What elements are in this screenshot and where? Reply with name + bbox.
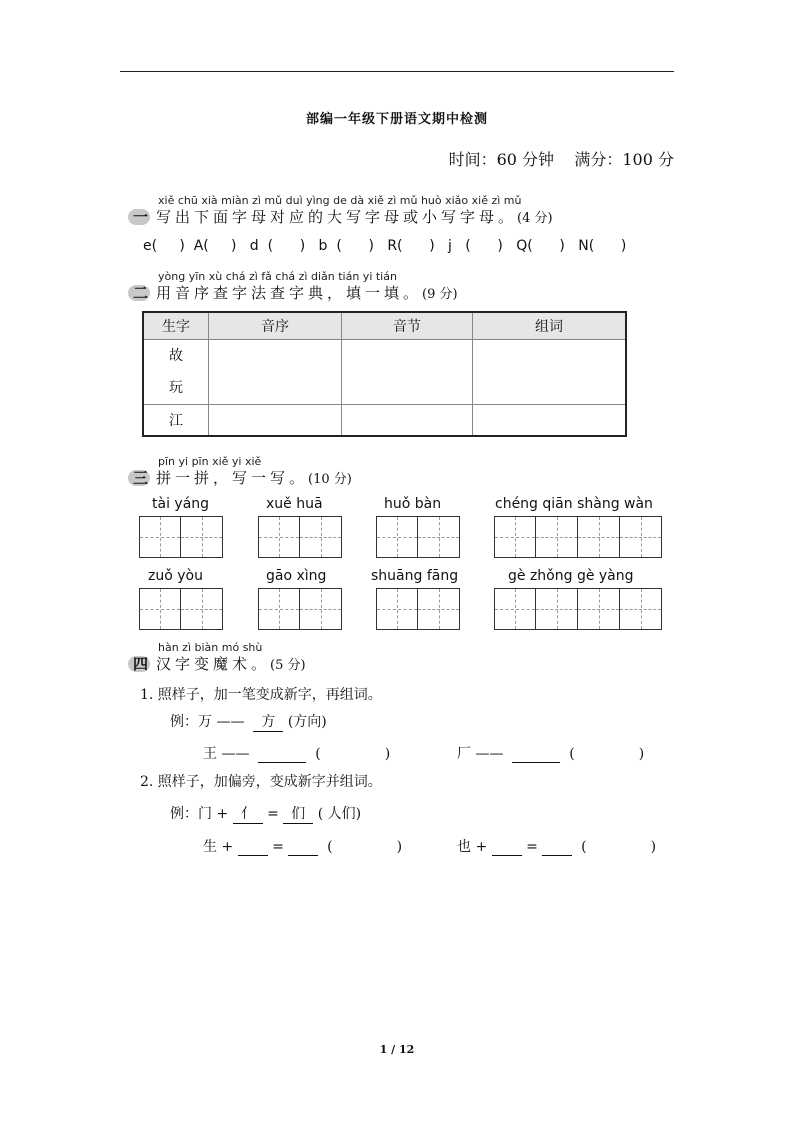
answer-blank[interactable] [492,839,522,856]
q1-item-2: 厂 —— ( ) [457,746,645,762]
pinyin-word: zuǒ yòu [148,568,203,584]
section-1-points: (4 分) [517,211,553,226]
q1-example-answer: 方 [253,711,283,732]
exam-title: 部编一年级下册语文期中检测 [305,112,488,127]
q2-item-1-label: 生 + [203,839,234,855]
section-3-heading [133,467,352,488]
writing-grid[interactable] [494,516,662,558]
q1-item-1: 王 —— ( ) [203,746,391,762]
answer-cell[interactable] [473,405,627,436]
answer-blank[interactable] [238,839,268,856]
writing-grid[interactable] [376,588,460,630]
q1-item-2-label: 厂 —— [457,746,504,762]
q1-example-prefix: 例：万 —— [170,714,245,730]
exam-time-score [449,147,674,170]
section-2-points: (9 分) [422,287,458,302]
col-syllable: 音节 [342,312,473,340]
section-2-pinyin: yòng yīn xù chá zì fǎ chá zì diǎn tián yi tián [158,270,397,283]
table-row [143,340,626,405]
page-number: 1 / 12 [379,1043,415,1056]
q2-example-answer: 们 [283,803,313,824]
exam-score: 满分：100 分 [574,150,674,169]
q2-item-1: 生 + = ( ) [203,839,403,855]
writing-grid[interactable] [258,516,342,558]
q2-example: 例：门 + 亻 = 们 ( 人们) [170,803,361,824]
section-4-heading [133,653,306,674]
col-word: 组词 [473,312,627,340]
q2-item-2-label: 也 + [457,839,488,855]
pinyin-word: chéng qiān shàng wàn [495,496,653,512]
section-4-num: 四 [133,655,149,673]
section-4-pinyin: hàn zì biàn mó shù [158,641,263,654]
section-2-num: 二 [133,284,149,302]
table-row [143,405,626,436]
question-1: 1. 照样子，加一笔变成新字，再组词。 [140,687,382,703]
q2-example-prefix: 例：门 + [170,806,229,822]
question-2: 2. 照样子，加偏旁，变成新字并组词。 [140,774,382,790]
pinyin-word: shuāng fāng [371,568,459,584]
q1-item-1-label: 王 —— [203,746,250,762]
answer-cell[interactable] [209,340,342,405]
writing-grid[interactable] [258,588,342,630]
lookup-table-header [143,312,626,340]
pinyin-word: gāo xìng [266,568,327,584]
section-1-num: 一 [133,208,149,226]
pinyin-word: huǒ bàn [384,496,442,512]
section-4-text: 汉字变魔术。 [156,655,271,673]
q1-example [170,711,327,732]
section-3-points: (10 分) [308,472,352,487]
pinyin-word: xuě huā [266,496,323,512]
section-1-heading [133,206,553,227]
col-char: 生字 [143,312,209,340]
top-rule [120,71,674,72]
char-jiang: 江 [143,405,209,436]
answer-cell[interactable] [342,405,473,436]
lookup-table [142,311,627,437]
char-gu: 故 [169,348,183,364]
section-1-text: 写出下面字母对应的大写字母或小写字母。 [156,208,518,226]
writing-grid[interactable] [139,516,223,558]
section-3-text: 拼一拼，写一写。 [156,469,309,487]
section-2-heading [133,282,458,303]
letter-answer-row: e( ) A( ) d ( ) b ( ) R( ) j ( ) Q( ) N( ) [143,238,627,254]
answer-cell[interactable] [342,340,473,405]
answer-blank[interactable] [542,839,572,856]
section-4-points: (5 分) [270,658,306,673]
section-3-pinyin: pīn yi pīn xiě yi xiě [158,455,262,468]
section-3-num: 三 [133,469,149,487]
writing-grid[interactable] [494,588,662,630]
q2-example-radical: 亻 [233,803,263,824]
exam-time: 时间：60 分钟 [448,150,555,169]
answer-blank[interactable] [258,746,306,763]
char-cell [143,340,209,405]
answer-blank[interactable] [512,746,560,763]
answer-blank[interactable] [288,839,318,856]
answer-cell[interactable] [473,340,627,405]
q1-example-word: (方向) [287,714,327,730]
q2-item-2: 也 + = ( ) [457,839,657,855]
answer-cell[interactable] [209,405,342,436]
col-initial: 音序 [209,312,342,340]
q2-example-word: ( 人们) [317,806,362,822]
pinyin-word: tài yáng [152,496,210,512]
section-1-pinyin: xiě chū xià miàn zì mǔ duì yìng de dà xiě zì mǔ huò xiǎo xiě zì mǔ [158,194,522,207]
section-2-text: 用音序查字法查字典，填一填。 [156,284,423,302]
pinyin-word: gè zhǒng gè yàng [508,568,634,584]
char-wan: 玩 [169,380,183,396]
writing-grid[interactable] [376,516,460,558]
writing-grid[interactable] [139,588,223,630]
